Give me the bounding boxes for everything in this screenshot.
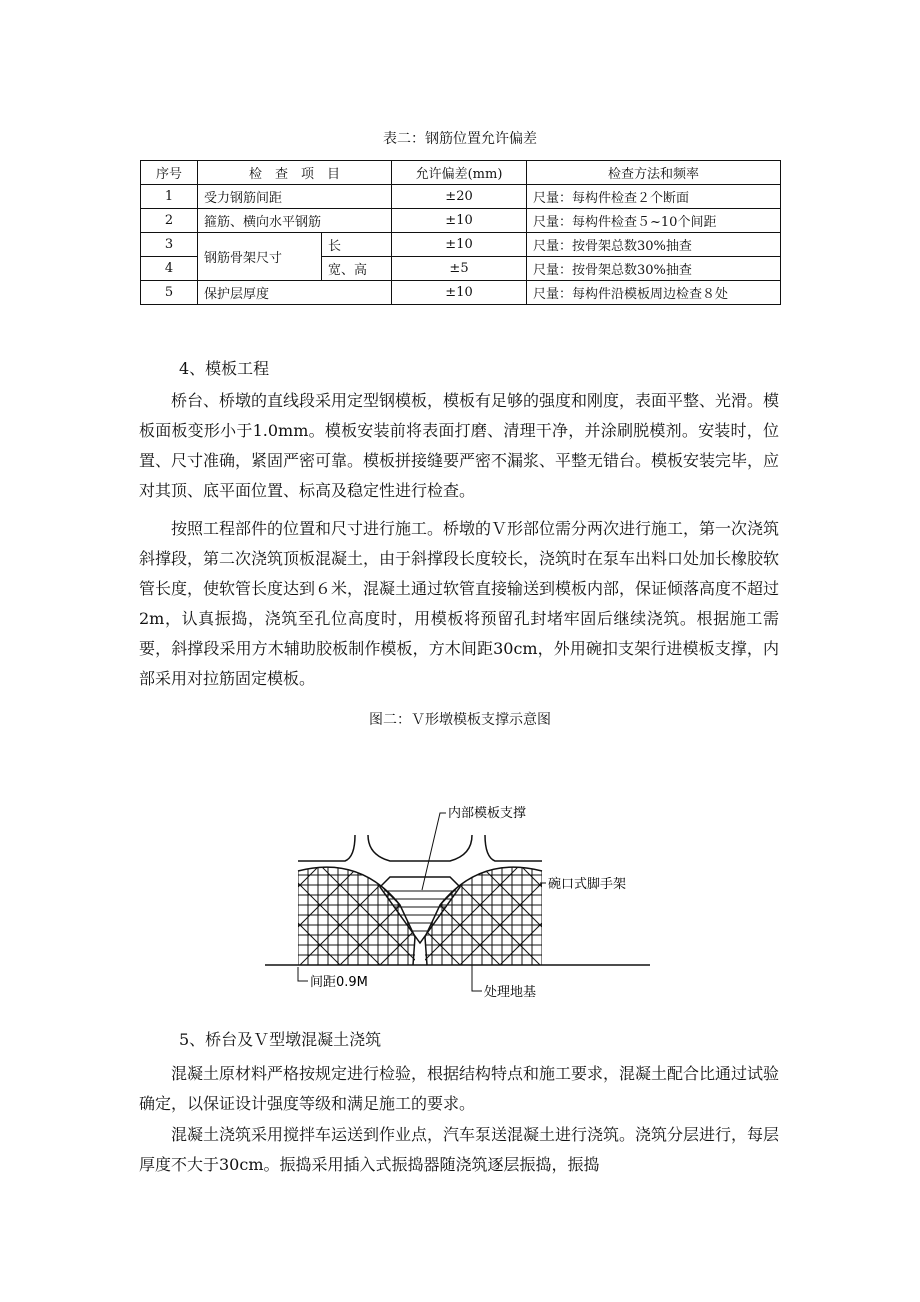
label-foundation: 处理地基 bbox=[484, 985, 537, 1000]
paragraph: 桥台、桥墩的直线段采用定型钢模板，模板有足够的强度和刚度，表面平整、光滑。模板面板变形小于1.0mm。模板安装前将表面打磨、清理干净，并涂刷脱模剂。安装时，位置、尺寸准确，紧固严密可靠。模板拼接缝要严密不漏浆、平整无错台。模板安装完毕，应对其顶、底平面位置、标高及稳定性进行检查。 bbox=[139, 391, 780, 500]
header-method: 检查方法和频率 bbox=[527, 161, 781, 185]
cell-no: 4 bbox=[141, 257, 198, 281]
section-4-heading: 4、模板工程 bbox=[179, 359, 270, 378]
table-row bbox=[141, 185, 781, 209]
label-inner-support: 内部模板支撑 bbox=[448, 806, 527, 821]
figure-caption: 图二：Ｖ形墩模板支撑示意图 bbox=[369, 712, 551, 728]
cell-method: 尺量：每构件检查５~10个间距 bbox=[527, 209, 781, 233]
table-row bbox=[141, 209, 781, 233]
table-row bbox=[141, 281, 781, 305]
table-row bbox=[141, 233, 781, 257]
v-pier-formwork-diagram bbox=[250, 795, 650, 1020]
cell-sub-item: 长 bbox=[322, 233, 392, 257]
deck-outline bbox=[298, 835, 542, 861]
cell-method: 尺量：每构件沿模板周边检查８处 bbox=[527, 281, 781, 305]
tolerance-table bbox=[140, 160, 781, 305]
paragraph: 混凝土浇筑采用搅拌车运送到作业点，汽车泵送混凝土进行浇筑。浇筑分层进行，每层厚度不大于30cm。振捣采用插入式振捣器随浇筑逐层振捣，振捣 bbox=[139, 1125, 780, 1174]
cell-method: 尺量：按骨架总数30%抽查 bbox=[527, 257, 781, 281]
header-no: 序号 bbox=[141, 161, 198, 185]
label-spacing: 间距0.9M bbox=[310, 975, 368, 990]
cell-item: 受力钢筋间距 bbox=[198, 185, 392, 209]
table-caption: 表二：钢筋位置允许偏差 bbox=[383, 131, 537, 147]
paragraph: 按照工程部件的位置和尺寸进行施工。桥墩的Ｖ形部位需分两次进行施工，第一次浇筑斜撑段，第二次浇筑顶板混凝土，由于斜撑段长度较长，浇筑时在泵车出料口处加长橡胶软管长度，使软管长度达到６米，混凝土通过软管直接输送到模板内部，保证倾落高度不超过2m，认真振捣，浇筑至孔位高度时，用模板将预留孔封堵牢固后继续浇筑。根据施工需要，斜撑段采用方木辅助胶板制作模板，方木间距30cm，外用碗扣支架行进模板支撑，内部采用对拉筋固定模板。 bbox=[139, 519, 780, 688]
paragraph: 混凝土原材料严格按规定进行检验，根据结构特点和施工要求，混凝土配合比通过试验确定，以保证设计强度等级和满足施工的要求。 bbox=[139, 1064, 780, 1113]
section-5-heading: 5、桥台及Ｖ型墩混凝土浇筑 bbox=[179, 1030, 382, 1049]
cell-no: 2 bbox=[141, 209, 198, 233]
cell-no: 3 bbox=[141, 233, 198, 257]
cell-method: 尺量：按骨架总数30%抽查 bbox=[527, 233, 781, 257]
inner-formwork-support bbox=[380, 877, 460, 943]
cell-tolerance: ±20 bbox=[392, 185, 527, 209]
cell-tolerance: ±10 bbox=[392, 233, 527, 257]
header-tolerance: 允许偏差(mm) bbox=[392, 161, 527, 185]
cell-method: 尺量：每构件检查２个断面 bbox=[527, 185, 781, 209]
cell-tolerance: ±10 bbox=[392, 209, 527, 233]
cell-no: 1 bbox=[141, 185, 198, 209]
label-scaffold: 碗口式脚手架 bbox=[548, 877, 627, 892]
table-header-row bbox=[141, 161, 781, 185]
cell-tolerance: ±10 bbox=[392, 281, 527, 305]
cell-tolerance: ±5 bbox=[392, 257, 527, 281]
cell-sub-item: 宽、高 bbox=[322, 257, 392, 281]
cell-item: 保护层厚度 bbox=[198, 281, 392, 305]
cell-item: 箍筋、横向水平钢筋 bbox=[198, 209, 392, 233]
cell-no: 5 bbox=[141, 281, 198, 305]
header-item: 检 查 项 目 bbox=[198, 161, 392, 185]
cell-item: 钢筋骨架尺寸 bbox=[198, 233, 322, 281]
v-pier-outline bbox=[298, 867, 542, 965]
